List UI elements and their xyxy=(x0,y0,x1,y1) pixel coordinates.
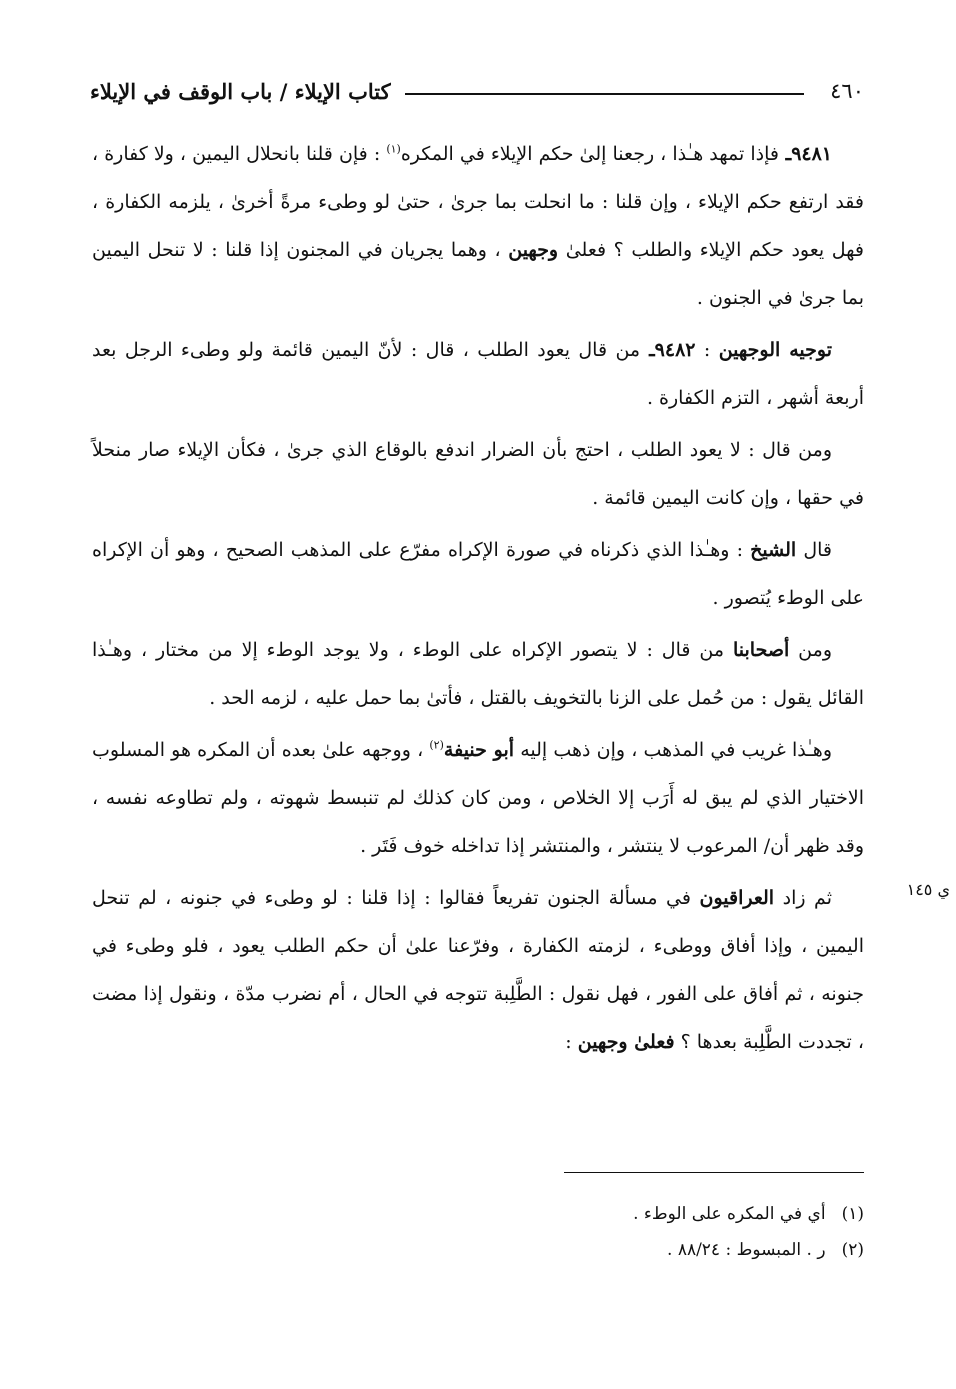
bold-term: العراقيون xyxy=(699,887,775,909)
text-run: : xyxy=(565,1031,578,1053)
bold-term: الشيخ xyxy=(750,539,797,561)
paragraph xyxy=(92,626,864,722)
running-header xyxy=(90,74,864,108)
text-run: وهـٰذا غريب في المذهب ، وإن ذهب إليه xyxy=(514,739,832,761)
text-run: : فإن قلنا بانحلال اليمين ، ولا كفارة ، فقد ارتفع حكم الإيلاء ، وإن قلنا : ما انحلت بما جرىٰ ، حتىٰ لو وطىء مرةً أخرىٰ ، يلزمه الكفارة ، فهل يعود حكم الإيلاء والطلب ؟ فعلىٰ xyxy=(92,143,865,261)
paragraph xyxy=(92,874,864,1066)
bold-term: توجيه الوجهين xyxy=(718,339,833,361)
footnote-marker: (٢) xyxy=(429,738,444,752)
bold-term: أبو حنيفة xyxy=(443,739,515,761)
footnote-text: ر . المبسوط : ٨٨/٢٤ . xyxy=(667,1240,826,1260)
main-text xyxy=(92,130,864,1070)
text-run: : وهـٰذا الذي ذكرناه في صورة الإكراه مفرّع على المذهب الصحيح ، وهو أن الإكراه على الوطء يُتصور . xyxy=(92,539,864,609)
paragraph xyxy=(92,326,864,422)
footnote xyxy=(92,1232,864,1268)
text-run: ثم زاد xyxy=(774,887,832,909)
footnote-number: (١) xyxy=(841,1204,864,1224)
text-run: : xyxy=(695,339,719,361)
bold-term: فعلىٰ وجهين xyxy=(577,1031,675,1053)
paragraph xyxy=(92,426,864,522)
text-run: فإذا تمهد هـٰذا ، رجعنا إلىٰ حكم الإيلاء في المكره xyxy=(400,143,779,165)
bold-term: ٩٤٨٢ـ xyxy=(640,339,696,361)
bold-term: وجهين xyxy=(508,239,559,261)
text-run: ، وهما يجريان في المجنون إذا قلنا : لا تنحل اليمين بما جرىٰ في الجنون . xyxy=(92,239,864,309)
paragraph xyxy=(92,526,864,622)
footnote xyxy=(92,1196,864,1232)
bold-term: أصحابنا xyxy=(732,639,790,661)
footnotes xyxy=(92,1196,864,1268)
header-rule xyxy=(405,93,805,95)
text-run: ، ووجهه علىٰ بعده أن المكره هو المسلوب الاختيار الذي لم يبق له أَرَب إلا الخلاص ، ومن كان كذلك لم تنبسط شهوته ، ولم تطاوعه نفسه ، وقد ظهر أن/ المرعوب لا ينتشر ، والمنتشر إذا تداخله خوف فَتَر . xyxy=(92,739,865,857)
footnote-text: أي في المكره على الوطء . xyxy=(633,1204,826,1224)
text-run: ومن قال : لا يعود الطلب ، احتج بأن الضرار اندفع بالوقاع الذي جرىٰ ، فكأن الإيلاء صار منحلاً في حقها ، وإن كانت اليمين قائمة . xyxy=(92,439,864,509)
paragraph xyxy=(92,130,864,322)
paragraph xyxy=(92,726,864,870)
footnote-marker: (١) xyxy=(386,142,401,156)
footnote-number: (٢) xyxy=(841,1240,864,1260)
header-title: كتاب الإيلاء / باب الوقف في الإيلاء xyxy=(90,78,391,104)
text-run: من قال : لا يتصور الإكراه على الوطء ، ولا يوجد الوطء إلا من مختار ، وهـٰذا القائل يقول : من حُمل على الزنا بالتخويف بالقتل ، فأتىٰ بما حمل عليه ، لزمه الحد . xyxy=(92,639,864,709)
text-run: ومن xyxy=(789,639,832,661)
bold-term: ٩٤٨١ـ xyxy=(778,143,833,165)
text-run: من قال يعود الطلب ، قال : لأنّ اليمين قائمة ولو وطىء الرجل بعد أربعة أشهر ، التزم الكفارة . xyxy=(92,339,864,409)
margin-reference: ي ١٤٥ xyxy=(906,880,950,899)
text-run: في مسألة الجنون تفريعاً فقالوا : إذا قلنا : لو وطىء في جنونه ، لم تنحل اليمين ، وإذا أفاق ووطىء ، لزمته الكفارة ، وفرّعنا علىٰ أن حكم الطلب يعود ، فلو وطىء في جنونه ، ثم أفاق على الفور ، فهل نقول : الطَّلِبة تتوجه في الحال ، أم نضرب مدّة ، ونقول إذا مضت ، تجددت الطَّلِبة بعدها ؟ xyxy=(92,887,864,1053)
text-run: قال xyxy=(796,539,833,561)
page-number: ٤٦٠ xyxy=(830,79,864,103)
footnote-rule xyxy=(564,1172,864,1173)
